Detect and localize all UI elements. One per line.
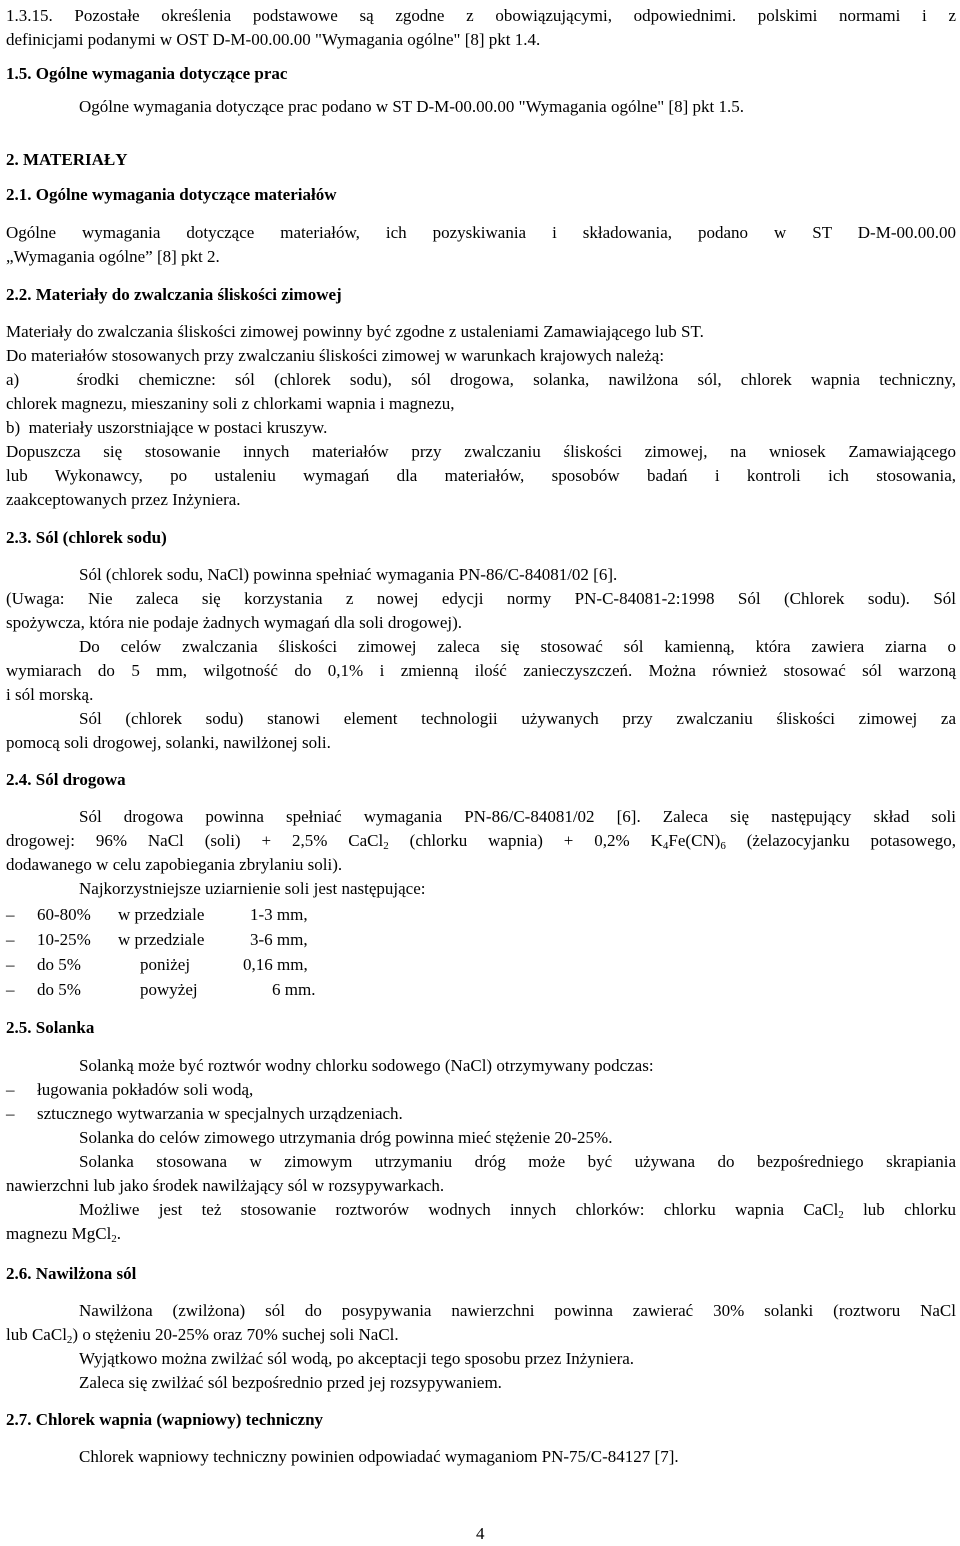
list-dash: – [6,930,15,949]
paragraph-line: Ogólne wymagania dotyczące prac podano w ST D-M-00.00.00 "Wymagania ogólne" [8] pkt 1.5. [79,97,744,116]
page-number: 4 [476,1524,485,1543]
grain-range: w przedziale [118,930,205,949]
list-text: ługowania pokładów soli wodą, [37,1080,254,1099]
paragraph-line: (Uwaga: Nie zaleca się korzystania z nowej edycji normy PN-C-84081-2:1998 Sól (Chlorek sodu). Sól [6,589,956,608]
paragraph-line: a) środki chemiczne: sól (chlorek sodu), sól drogowa, solanka, nawilżona sól, chlorek wapnia techniczny, [6,370,956,389]
list-dash: – [6,955,15,974]
paragraph-line: Możliwe jest też stosowanie roztworów wodnych innych chlorków: chlorku wapnia CaCl$_2$ lub chlorku [79,1200,957,1221]
paragraph-line: Wyjątkowo można zwilżać sól wodą, po akceptacji tego sposobu przez Inżyniera. [79,1349,635,1368]
paragraph-line: Materiały do zwalczania śliskości zimowej powinny być zgodne z ustaleniami Zamawiającego lub ST. [6,322,704,341]
paragraph-line: Do celów zwalczania śliskości zimowej zaleca się stosować sól kamienną, która zawiera ziarna o [79,637,956,656]
section-heading: 2.3. Sól (chlorek sodu) [6,528,167,547]
section-heading: 2.2. Materiały do zwalczania śliskości zimowej [6,285,342,304]
paragraph-line: Solanką może być roztwór wodny chlorku sodowego (NaCl) otrzymywany podczas: [79,1056,654,1075]
list-dash: – [6,905,15,924]
paragraph-line: wymiarach do 5 mm, wilgotność do 0,1% i zmienną ilość zanieczyszczeń. Można również stosować sól warzoną [6,661,956,680]
paragraph-line: Nawilżona (zwilżona) sól do posypywania nawierzchni powinna zawierać 30% solanki (roztworu NaCl [79,1301,956,1320]
paragraph-line: i sól morską. [6,685,94,704]
paragraph-line: Chlorek wapniowy techniczny powinien odpowiadać wymaganiom PN-75/C-84127 [7]. [79,1447,679,1466]
paragraph-line: Do materiałów stosowanych przy zwalczaniu śliskości zimowej w warunkach krajowych należą: [6,346,665,365]
paragraph-line: 1.3.15. Pozostałe określenia podstawowe są zgodne z obowiązującymi, odpowiednimi. polskimi normami i z [6,6,956,25]
paragraph-line: definicjami podanymi w OST D-M-00.00.00 "Wymagania ogólne" [8] pkt 1.4. [6,30,541,49]
paragraph-line: chlorek magnezu, mieszaniny soli z chlorkami wapnia i magnezu, [6,394,455,413]
paragraph-line: drogowej: 96% NaCl (soli) + 2,5% CaCl$_2$ (chlorku wapnia) + 0,2% $K_4Fe(CN)_6$ (żelazocyjanku potasowego, [6,831,957,852]
chapter-heading: 2. MATERIAŁY [6,150,128,169]
paragraph-line: Solanka do celów zimowego utrzymania dróg powinna mieć stężenie 20-25%. [79,1128,613,1147]
section-heading: 2.7. Chlorek wapnia (wapniowy) techniczny [6,1410,324,1429]
paragraph-line: pomocą soli drogowej, solanki, nawilżonej soli. [6,733,331,752]
grain-range: powyżej [140,980,198,999]
paragraph-line: dodawanego w celu zapobiegania zbrylaniu soli). [6,855,343,874]
grain-percent: do 5% [37,980,81,999]
paragraph-line: Zaleca się zwilżać sól bezpośrednio przed jej rozsypywaniem. [79,1373,502,1392]
paragraph-line: „Wymagania ogólne” [8] pkt 2. [6,247,220,266]
grain-range: poniżej [140,955,191,974]
grain-percent: do 5% [37,955,81,974]
paragraph-line: Najkorzystniejsze uziarnienie soli jest następujące: [79,879,426,898]
grain-size: 1-3 mm, [250,905,308,924]
section-heading: 2.4. Sól drogowa [6,770,126,789]
list-text: sztucznego wytwarzania w specjalnych urządzeniach. [37,1104,403,1123]
grain-size: 6 mm. [272,980,316,999]
section-heading: 1.5. Ogólne wymagania dotyczące prac [6,64,288,83]
paragraph-line: Sól (chlorek sodu, NaCl) powinna spełniać wymagania PN-86/C-84081/02 [6]. [79,565,618,584]
paragraph-line: Sól drogowa powinna spełniać wymagania PN-86/C-84081/02 [6]. Zaleca się następujący skład soli [79,807,956,826]
list-dash: – [6,1080,15,1099]
grain-size: 0,16 mm, [243,955,308,974]
grain-percent: 60-80% [37,905,91,924]
paragraph-line: zaakceptowanych przez Inżyniera. [6,490,241,509]
paragraph-line: Sól (chlorek sodu) stanowi element technologii używanych przy zwalczaniu śliskości zimowej za [79,709,956,728]
list-dash: – [6,1104,15,1123]
grain-percent: 10-25% [37,930,91,949]
paragraph-line: lub Wykonawcy, po ustaleniu wymagań dla materiałów, sposobów badań i kontroli ich stosowania, [6,466,956,485]
paragraph-line: lub CaCl$_2$) o stężeniu 20-25% oraz 70% suchej soli NaCl. [6,1325,399,1346]
list-dash: – [6,980,15,999]
section-heading: 2.1. Ogólne wymagania dotyczące materiałów [6,185,337,204]
paragraph-line: Solanka stosowana w zimowym utrzymaniu dróg może być używana do bezpośredniego skrapiania [79,1152,956,1171]
paragraph-line: Dopuszcza się stosowanie innych materiałów przy zwalczaniu śliskości zimowej, na wniosek Zamawiającego [6,442,956,461]
grain-size: 3-6 mm, [250,930,308,949]
paragraph-line: b) materiały uszorstniające w postaci kruszyw. [6,418,328,437]
grain-range: w przedziale [118,905,205,924]
paragraph-line: spożywcza, która nie podaje żadnych wymagań dla soli drogowej). [6,613,463,632]
section-heading: 2.5. Solanka [6,1018,95,1037]
section-heading: 2.6. Nawilżona sól [6,1264,137,1283]
paragraph-line: nawierzchni lub jako środek nawilżający sól w rozsypywarkach. [6,1176,445,1195]
paragraph-line: Ogólne wymagania dotyczące materiałów, ich pozyskiwania i składowania, podano w ST D-M-00.00.00 [6,223,956,242]
paragraph-line: magnezu MgCl$_2$. [6,1224,122,1245]
